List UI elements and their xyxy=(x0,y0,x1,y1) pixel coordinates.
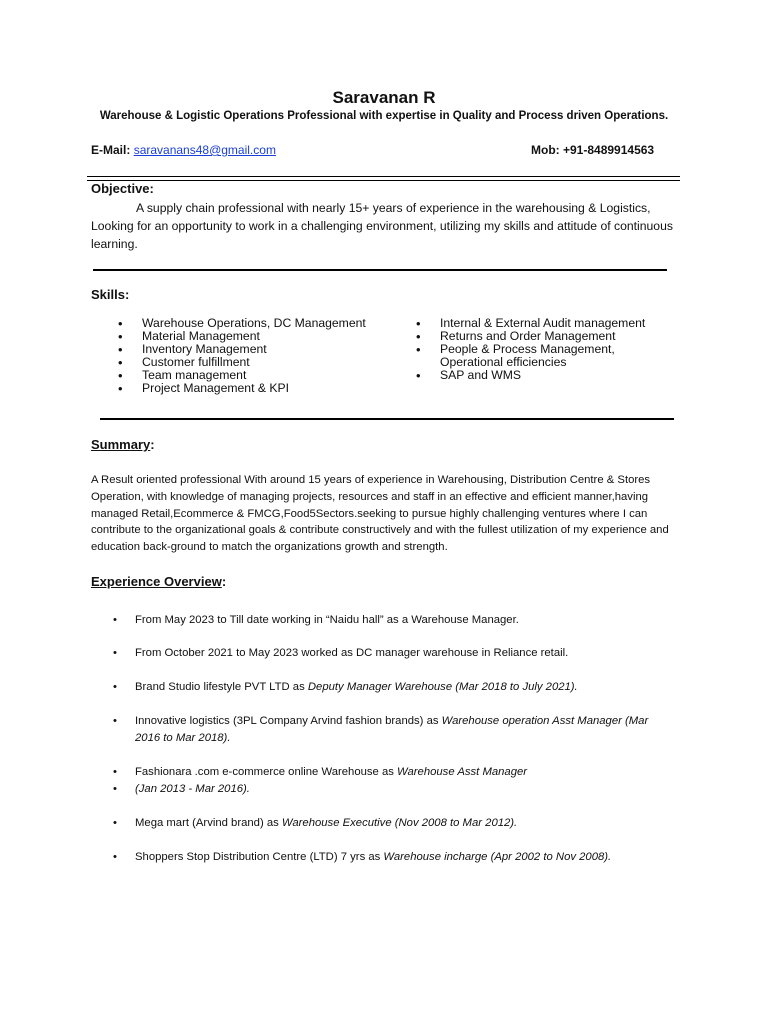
experience-heading xyxy=(91,574,226,589)
experience-text xyxy=(135,713,675,747)
experience-plain: Brand Studio lifestyle PVT LTD as xyxy=(135,681,308,693)
skill-item: • Material Management xyxy=(118,330,408,343)
experience-text xyxy=(135,645,675,662)
experience-text xyxy=(135,815,675,832)
experience-plain: Shoppers Stop Distribution Centre (LTD) 7 yrs as xyxy=(135,851,384,863)
experience-text xyxy=(135,612,675,629)
header-divider xyxy=(87,176,680,181)
summary-heading xyxy=(91,437,155,452)
experience-role: Warehouse incharge (Apr 2002 to Nov 2008). xyxy=(383,851,612,863)
skills-list-right xyxy=(416,317,706,382)
experience-role: (Jan 2013 - Mar 2016). xyxy=(135,783,250,795)
experience-plain: From October 2021 to May 2023 worked as DC manager warehouse in Reliance retail. xyxy=(135,647,569,659)
skill-item: • Customer fulfillment xyxy=(118,356,408,369)
email-link[interactable]: saravanans48@gmail.com xyxy=(133,143,276,157)
skill-item: • People & Process Management, Operational efficiencies xyxy=(416,343,640,369)
bullet: • xyxy=(113,817,117,829)
summary-heading-text: Summary xyxy=(91,437,151,452)
experience-plain: Mega mart (Arvind brand) as xyxy=(135,817,282,829)
bullet: • xyxy=(113,681,117,693)
skill-item: • Returns and Order Management xyxy=(416,330,706,343)
skill-item: • Warehouse Operations, DC Management xyxy=(118,317,408,330)
mobile-label: Mob: xyxy=(531,143,560,157)
section-divider xyxy=(100,418,674,420)
skill-item: • Inventory Management xyxy=(118,343,408,356)
skill-item: • SAP and WMS xyxy=(416,369,706,382)
skills-heading: Skills: xyxy=(91,287,130,302)
experience-role: Warehouse Asst Manager xyxy=(397,766,528,778)
experience-text xyxy=(135,781,675,798)
bullet: • xyxy=(113,766,117,778)
section-divider xyxy=(93,269,667,271)
bullet: • xyxy=(113,647,117,659)
tagline: Warehouse & Logistic Operations Professional with expertise in Quality and Process driven Operations. xyxy=(99,110,669,122)
bullet: • xyxy=(113,614,117,626)
mobile-line xyxy=(531,143,654,157)
experience-role: Deputy Manager Warehouse (Mar 2018 to July 2021). xyxy=(307,681,578,693)
skill-item: • Team management xyxy=(118,369,408,382)
experience-text xyxy=(135,849,675,866)
summary-text: A Result oriented professional With around 15 years of experience in Warehousing, Distribution Centre & Stores Operation, with knowledge of managing projects, resources and staff in an effective and efficient manner,having managed Retail,Ecommerce & FMCG,Food5Sectors.seeking to pursue highly challenging ventures where I can contribute to the organizational goals & contribute constructively and with the fullest utilization of my experience and education back-ground to match the organizations growth and strength. xyxy=(91,474,669,554)
mobile-number: +91-8489914563 xyxy=(563,143,655,157)
experience-heading-text: Experience Overview xyxy=(91,574,222,589)
skill-item: • Internal & External Audit management xyxy=(416,317,706,330)
email-line xyxy=(91,143,276,157)
skill-item: • Project Management & KPI xyxy=(118,382,408,395)
experience-plain: Innovative logistics (3PL Company Arvind fashion brands) as xyxy=(135,715,442,727)
experience-text xyxy=(135,679,675,696)
experience-plain: Fashionara .com e-commerce online Warehouse as xyxy=(135,766,398,778)
experience-role: Warehouse Executive (Nov 2008 to Mar 2012). xyxy=(281,817,518,829)
objective-text: A supply chain professional with nearly 15+ years of experience in the warehousing & Logistics, Looking for an opportunity to work in a challenging environment, utilizing my skills and attitude of continuous learning. xyxy=(91,201,673,251)
bullet: • xyxy=(113,851,117,863)
objective-heading: Objective: xyxy=(91,181,154,196)
bullet: • xyxy=(113,715,117,727)
experience-role: Warehouse operation Asst Manager (Mar 2016 to Mar 2018). xyxy=(135,715,649,744)
experience-text xyxy=(135,764,675,781)
experience-plain: From May 2023 to Till date working in “Naidu hall” as a Warehouse Manager. xyxy=(135,614,519,626)
email-label: E-Mail: xyxy=(91,143,131,157)
candidate-name: Saravanan R xyxy=(332,88,436,107)
experience-heading-colon: : xyxy=(221,574,227,589)
skills-list-left xyxy=(118,317,408,395)
summary-heading-colon: : xyxy=(150,437,155,452)
bullet: • xyxy=(113,783,117,795)
